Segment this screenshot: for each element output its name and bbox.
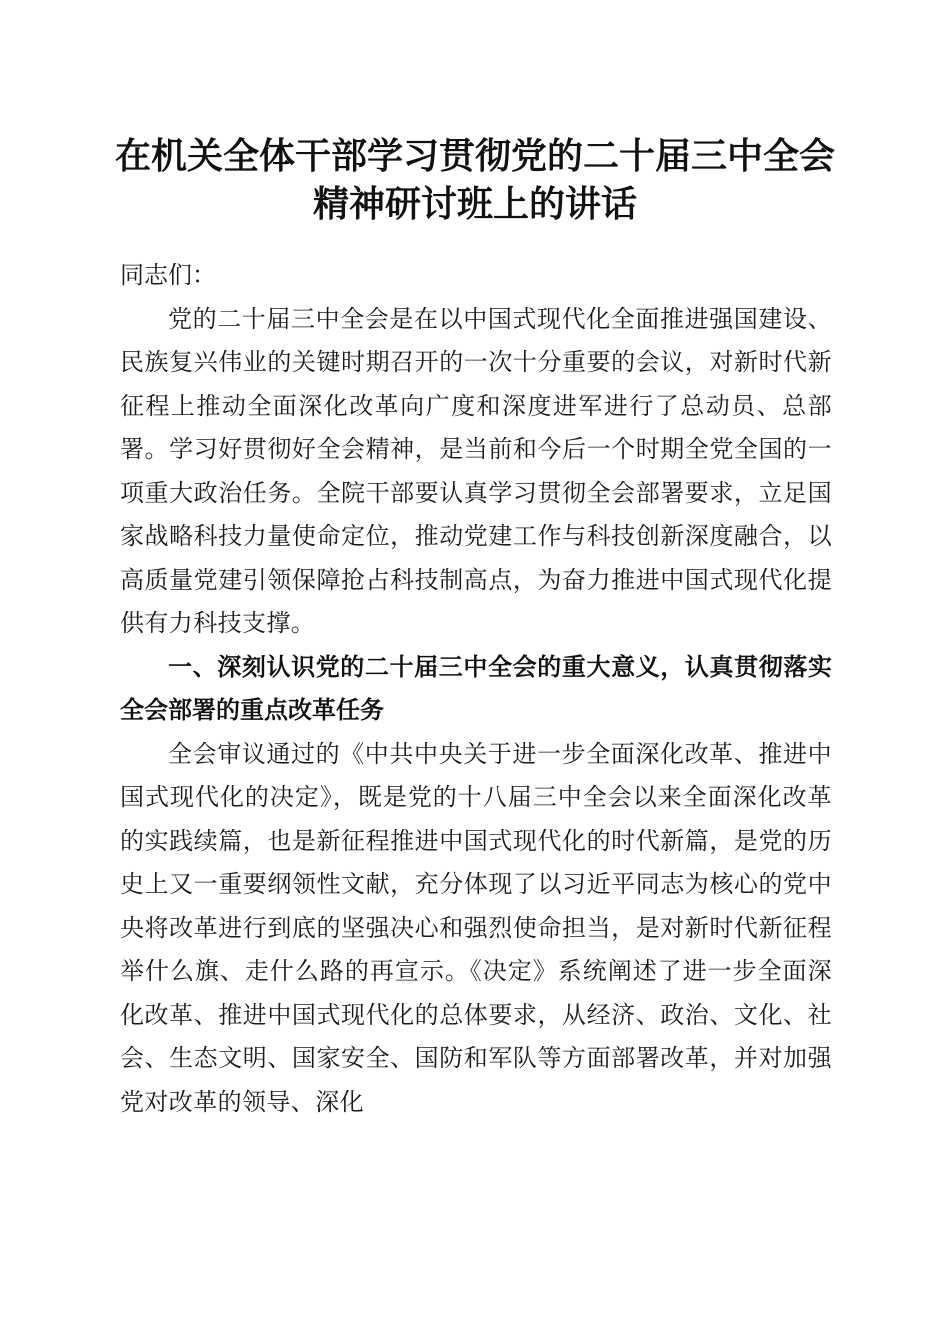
section-heading-1: 一、深刻认识党的二十届三中全会的重大意义，认真贯彻落实全会部署的重点改革任务 — [120, 652, 832, 724]
paragraph-intro: 党的二十届三中全会是在以中国式现代化全面推进强国建设、民族复兴伟业的关键时期召开的一次十分重要的会议，对新时代新征程上推动全面深化改革向广度和深度进军进行了总动员、总部署。学习好贯彻好全会精神，是当前和今后一个时期全党全国的一项重大政治任务。全院干部要认真学习贯彻全会部署要求，立足国家战略科技力量使命定位，推动党建工作与科技创新深度融合，以高质量党建引领保障抢占科技制高点，为奋力推进中国式现代化提供有力科技支撑。 — [120, 304, 832, 637]
paragraph-section-1: 全会审议通过的《中共中央关于进一步全面深化改革、推进中国式现代化的决定》，既是党的十八届三中全会以来全面深化改革的实践续篇，也是新征程推进中国式现代化的时代新篇，是党的历史上又一重要纲领性文献，充分体现了以习近平同志为核心的党中央将改革进行到底的坚强决心和强烈使命担当，是对新时代新征程举什么旗、走什么路的再宣示。《决定》系统阐述了进一步全面深化改革、推进中国式现代化的总体要求，从经济、政治、文化、社会、生态文明、国家安全、国防和军队等方面部署改革，并对加强党对改革的领导、深化 — [120, 739, 832, 1116]
page-title — [60, 132, 890, 228]
title-line-2: 精神研讨班上的讲话 — [312, 183, 637, 225]
salutation: 同志们： — [120, 261, 216, 289]
title-line-1: 在机关全体干部学习贯彻党的二十届三中全会 — [114, 135, 835, 177]
document-body — [120, 254, 832, 1124]
